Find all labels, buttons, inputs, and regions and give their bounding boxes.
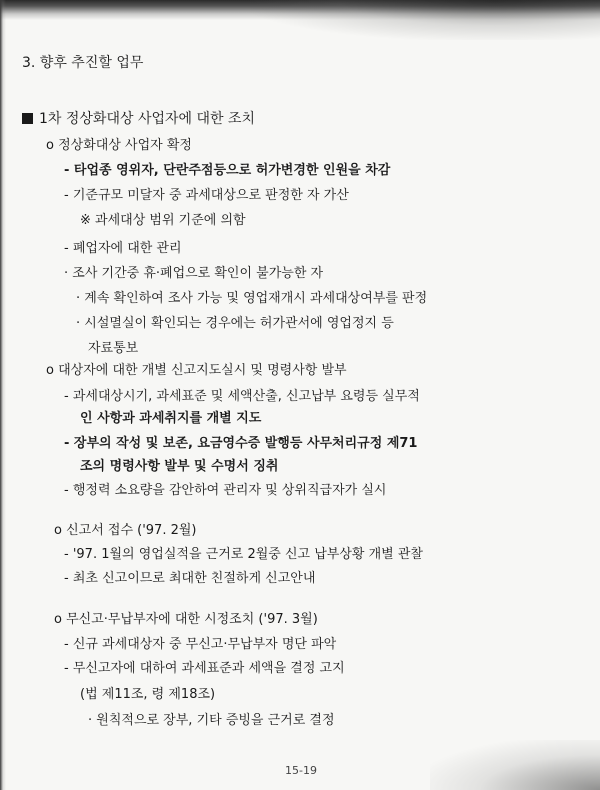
block2-line: - '97. 1월의 영업실적을 근거로 2월중 신고 납부상황 개별 관찰 [64,547,423,562]
block1-title-row [22,110,255,128]
block1-line: · 조사 기간중 휴·폐업으로 확인이 불가능한 자 [64,266,324,281]
page-number: 15-19 [285,764,317,777]
block2-line: - 최초 신고이므로 최대한 친절하게 신고안내 [64,571,316,586]
block3-line: · 원칙적으로 장부, 기타 증빙을 근거로 결정 [88,713,335,728]
block3-line: - 신규 과세대상자 중 무신고·무납부자 명단 파악 [64,637,337,652]
block1-line: - 행정력 소요량을 감안하여 관리자 및 상위직급자가 실시 [64,483,387,498]
block1-line: - 기준규모 미달자 중 과세대상으로 판정한 자 가산 [64,188,349,203]
square-bullet-icon [22,113,33,124]
scan-smudge-bottom [430,740,600,790]
block1-line: - 장부의 작성 및 보존, 요금영수증 발행등 사무처리규정 제71 [64,436,418,451]
block1-line: - 타업종 영위자, 단란주점등으로 허가변경한 인원을 차감 [64,163,391,178]
block1-line: 조의 명령사항 발부 및 수명서 징취 [80,459,279,474]
scan-edge-left [0,0,6,790]
block1-line: · 시설멸실이 확인되는 경우에는 허가관서에 영업정지 등 [76,316,394,331]
block3-line: - 무신고자에 대하여 과세표준과 세액을 결정 고지 [64,661,345,676]
block2-line: ο 신고서 접수 ('97. 2월) [54,523,197,538]
section-heading: 3. 향후 추진할 업무 [22,55,144,71]
scan-smudge-top [250,0,600,40]
block1-line: ο 대상자에 대한 개별 신고지도실시 및 명령사항 발부 [46,363,347,378]
block1-line: - 폐업자에 대한 관리 [64,241,182,256]
block1-line: · 계속 확인하여 조사 가능 및 영업재개시 과세대상여부를 판정 [76,291,428,306]
block1-line: - 과세대상시기, 과세표준 및 세액산출, 신고납부 요령등 실무적 [64,389,420,404]
block1-line: ο 정상화대상 사업자 확정 [46,138,192,153]
block1-line: ※ 과세대상 범위 기준에 의함 [80,213,246,228]
block3-line: (법 제11조, 령 제18조) [80,687,216,702]
block1-title: 1차 정상화대상 사업자에 대한 조치 [39,111,256,127]
block1-line: 인 사항과 과세취지를 개별 지도 [80,411,262,426]
block3-line: ο 무신고·무납부자에 대한 시정조치 ('97. 3월) [54,612,318,627]
block1-line: 자료통보 [88,341,139,356]
